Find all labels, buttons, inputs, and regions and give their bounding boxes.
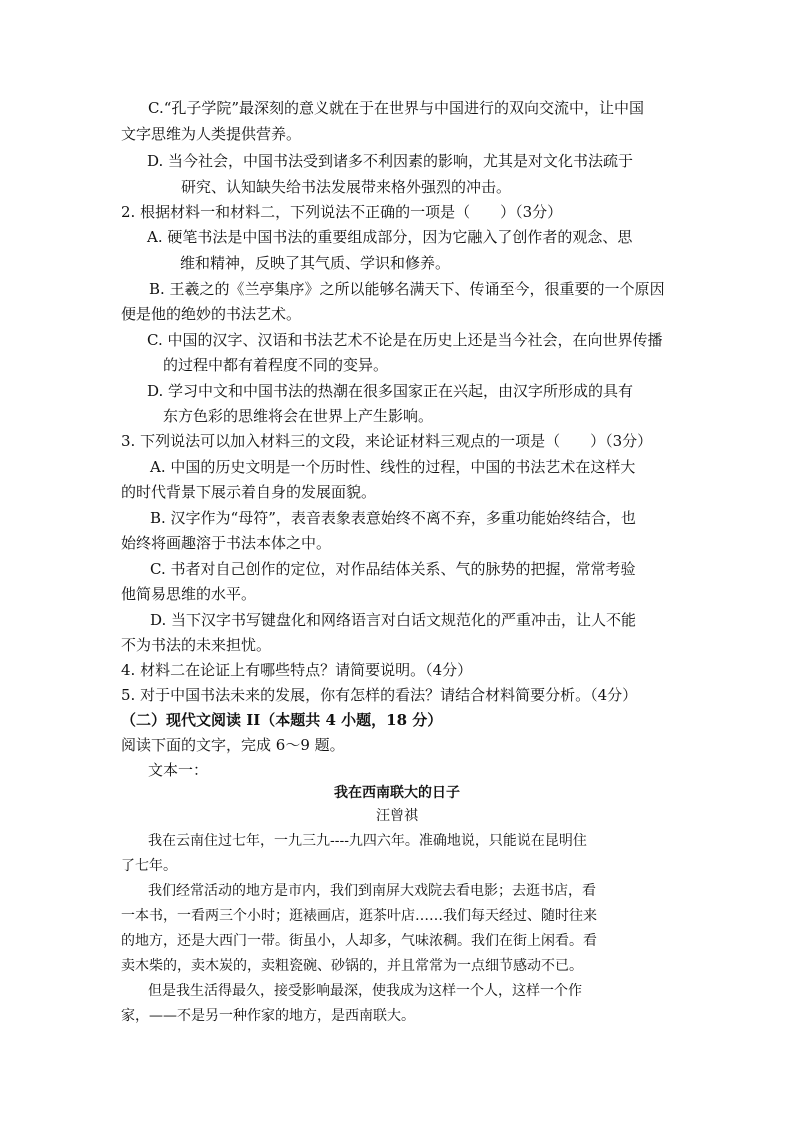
q3-option-a-line2: 的时代背景下展示着自身的发展面貌。 bbox=[121, 483, 377, 501]
q1-option-c-line1: C.“孔子学院”最深刻的意义就在于在世界与中国进行的双向交流中，让中国 bbox=[148, 99, 645, 117]
q1-option-c-line2: 文字思维为人类提供营养。 bbox=[121, 125, 302, 143]
paragraph-1-line2: 了七年。 bbox=[121, 858, 177, 874]
q1-option-d-line1: D. 当今社会，中国书法受到诸多不利因素的影响，尤其是对文化书法疏于 bbox=[147, 152, 634, 170]
q3-stem: 3. 下列说法可以加入材料三的文段，来论证材料三观点的一项是（ ）（3分） bbox=[121, 432, 653, 450]
q2-option-a-line2: 维和精神，反映了其气质、学识和修养。 bbox=[180, 254, 451, 272]
text-label: 文本一： bbox=[148, 761, 209, 779]
paragraph-3-line1: 但是我生活得最久，接受影响最深，使我成为这样一个人，这样一个作 bbox=[148, 983, 582, 999]
paragraph-1-line1: 我在云南住过七年，一九三九----九四六年。准确地说，只能说在昆明住 bbox=[148, 833, 587, 849]
q3-option-a-line1: A. 中国的历史文明是一个历时性、线性的过程，中国的书法艺术在这样大 bbox=[150, 458, 636, 476]
q2-option-d-line2: 东方色彩的思维将会在世界上产生影响。 bbox=[163, 407, 434, 425]
paragraph-2-line1: 我们经常活动的地方是市内，我们到南屏大戏院去看电影；去逛书店，看 bbox=[148, 883, 596, 899]
q3-option-c-line2: 他简易思维的水平。 bbox=[121, 585, 257, 603]
section-instruction: 阅读下面的文字，完成 6～9 题。 bbox=[121, 736, 345, 754]
q2-stem: 2. 根据材料一和材料二，下列说法不正确的一项是（ ）（3分） bbox=[121, 203, 563, 221]
paragraph-3-line2: 家，——不是另一种作家的地方，是西南联大。 bbox=[121, 1008, 415, 1024]
q3-option-b-line2: 始终将画趣溶于书法本体之中。 bbox=[121, 534, 332, 552]
paragraph-2-line2: 一本书，一看两三个小时；逛裱画店，逛茶叶店……我们每天经过、随时往来 bbox=[121, 908, 597, 924]
q2-option-c-line2: 的过程中都有着程度不同的变异。 bbox=[163, 356, 389, 374]
q2-option-c-line1: C. 中国的汉字、汉语和书法艺术不论是在历史上还是当今社会，在向世界传播 bbox=[147, 331, 663, 349]
article-title: 我在西南联大的日子 bbox=[334, 785, 460, 801]
article-author: 汪曾祺 bbox=[376, 808, 418, 824]
paragraph-2-line4: 卖木柴的，卖木炭的，卖粗瓷碗、砂锅的，并且常常为一点细节感动不已。 bbox=[121, 958, 583, 974]
q2-option-b-line2: 便是他的绝妙的书法艺术。 bbox=[121, 305, 302, 323]
q3-option-c-line1: C. 书者对自己创作的定位，对作品结体关系、气的脉势的把握，常常考验 bbox=[150, 560, 636, 578]
q2-option-a-line1: A. 硬笔书法是中国书法的重要组成部分，因为它融入了创作者的观念、思 bbox=[147, 228, 633, 246]
paragraph-2-line3: 的地方，还是大西门一带。街虽小，人却多，气味浓稠。我们在街上闲看。看 bbox=[121, 933, 597, 949]
q1-option-d-line2: 研究、认知缺失给书法发展带来格外强烈的冲击。 bbox=[181, 178, 512, 196]
q3-option-d-line1: D. 当下汉字书写键盘化和网络语言对白话文规范化的严重冲击，让人不能 bbox=[150, 611, 637, 629]
q2-option-b-line1: B. 王羲之的《兰亭集序》之所以能够名满天下、传诵至今，很重要的一个原因 bbox=[149, 280, 665, 298]
q3-option-b-line1: B. 汉字作为“母符”，表音表象表意始终不离不弃，多重功能始终结合，也 bbox=[150, 509, 636, 527]
q3-option-d-line2: 不为书法的未来担忧。 bbox=[121, 636, 272, 654]
section-heading: （二）现代文阅读 II（本题共 4 小题，18 分） bbox=[121, 711, 443, 729]
q5-stem: 5. 对于中国书法未来的发展，你有怎样的看法？请结合材料简要分析。（4分） bbox=[121, 686, 638, 704]
q2-option-d-line1: D. 学习中文和中国书法的热潮在很多国家正在兴起，由汉字所形成的具有 bbox=[147, 382, 634, 400]
q4-stem: 4. 材料二在论证上有哪些特点？请简要说明。（4分） bbox=[121, 661, 473, 679]
